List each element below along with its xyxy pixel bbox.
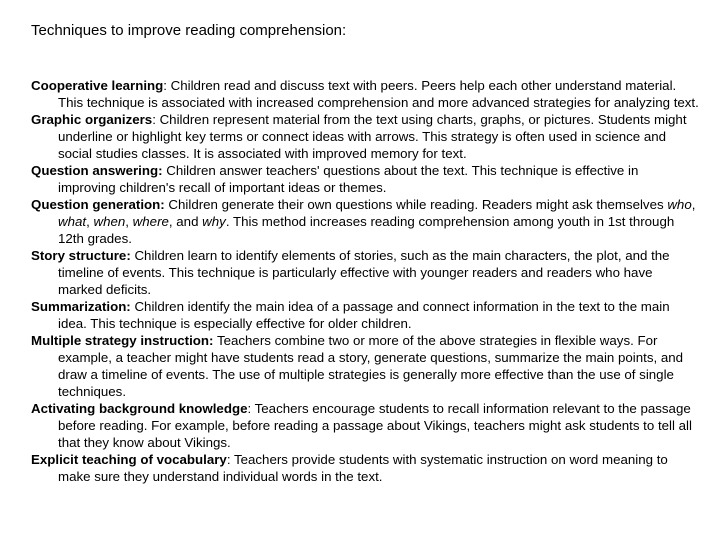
technique-description: Children generate their own questions while reading. Readers might ask themselves [168,197,668,212]
technique-description: where [132,214,169,229]
technique-entry [31,77,699,111]
technique-term: Question generation: [31,197,165,212]
technique-description: Children learn to identify elements of stories, such as the main characters, the plot, and the timeline of events. This technique is particularly effective with younger readers and readers who have marked deficits. [58,248,670,297]
technique-description: . This method increases reading comprehension among youth in 1st through 12th grades. [58,214,675,246]
technique-entry [31,298,699,332]
technique-term: Question answering: [31,163,163,178]
technique-term: Summarization: [31,299,131,314]
technique-description: , [86,214,94,229]
technique-term: Multiple strategy instruction: [31,333,214,348]
page-title: Techniques to improve reading comprehension: [31,22,347,39]
technique-entry [31,400,699,451]
technique-description: Children answer teachers' questions about the text. This technique is effective in improving children's recall of important ideas or themes. [58,163,639,195]
technique-entry [31,162,699,196]
technique-description: what [58,214,87,229]
technique-term: Explicit teaching of vocabulary [31,452,227,467]
technique-description: , [125,214,133,229]
technique-description: Children read and discuss text with peers. Peers help each other understand material. This technique is associated with increased comprehension and more advanced strategies for analyzing text. [58,78,699,110]
technique-entry [31,332,699,400]
technique-description: Teachers provide students with systematic instruction on word meaning to make sure they understand individual words in the text. [58,452,668,484]
technique-term: Story structure: [31,248,131,263]
technique-entry [31,451,699,485]
technique-term: Cooperative learning [31,78,164,93]
technique-description: why [202,214,226,229]
technique-description: when [93,214,126,229]
technique-term: Activating background knowledge [31,401,248,416]
separator: : [247,401,255,416]
technique-entry [31,111,699,162]
separator: : [226,452,234,467]
technique-description: Children identify the main idea of a passage and connect information in the text to the main idea. This technique is especially effective for older children. [58,299,670,331]
technique-description: , and [168,214,203,229]
separator: : [163,78,171,93]
technique-description: , [691,197,696,212]
technique-entry [31,196,699,247]
technique-list [31,77,699,485]
technique-description: Children represent material from the text using charts, graphs, or pictures. Students might underline or highlight key terms or connect ideas with arrows. This strategy is often used in science and social studies classes. It is associated with improved memory for text. [58,112,687,161]
technique-entry [31,247,699,298]
technique-description: Teachers combine two or more of the above strategies in flexible ways. For example, a teacher might have students read a story, generate questions, summarize the main points, and draw a timeline of events. The use of multiple strategies is generally more effective than the use of single techniques. [58,333,684,399]
separator: : [152,112,160,127]
technique-description: Teachers encourage students to recall information relevant to the passage before reading. For example, before reading a passage about Vikings, teachers might ask students to tell all that they know about Vikings. [58,401,692,450]
technique-term: Graphic organizers [31,112,153,127]
technique-description: who [667,197,692,212]
